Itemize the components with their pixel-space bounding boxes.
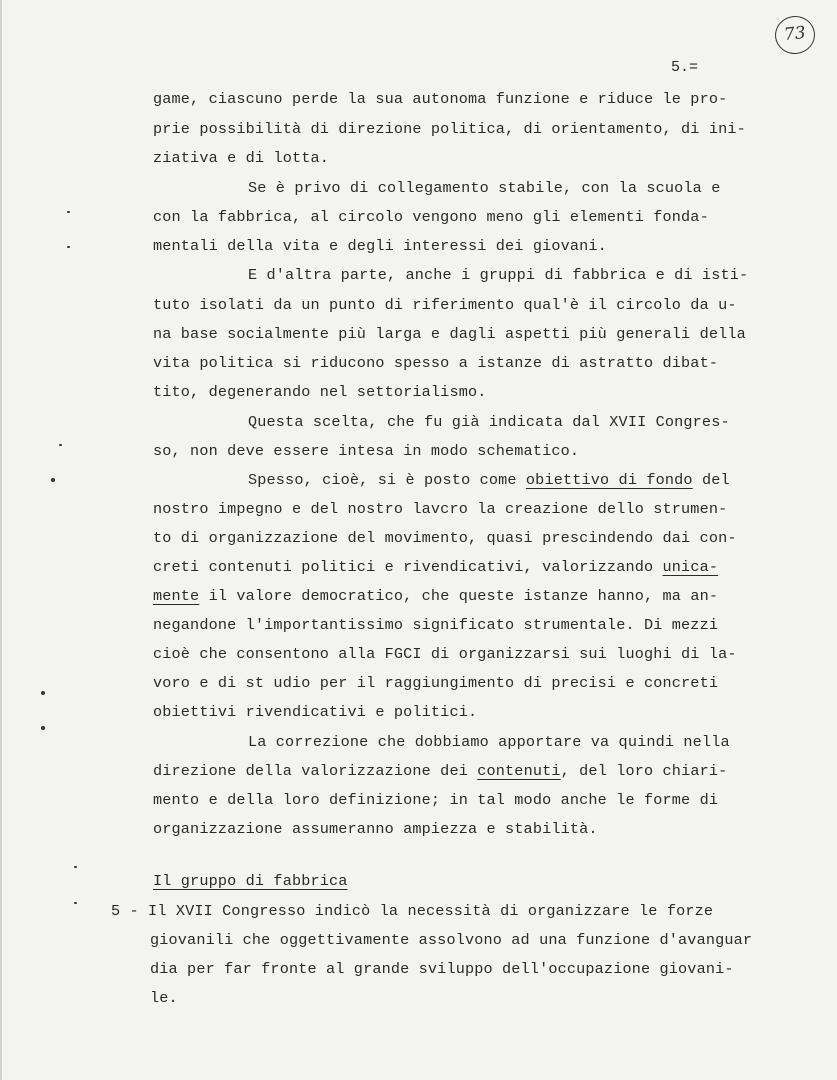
underlined-phrase: contenuti: [477, 762, 561, 780]
text-line: prie possibilità di direzione politica, di orientamento, di ini-: [153, 120, 746, 138]
text-run: creti contenuti politici e rivendicativi, valorizzando: [153, 558, 654, 576]
text-line: negandone l'importantissimo significato strumentale. Di mezzi: [153, 616, 719, 634]
margin-mark: [41, 726, 45, 730]
text-line: ziativa e di lotta.: [153, 149, 330, 167]
text-line: 5 - Il XVII Congresso indicò la necessità di organizzare le forze: [111, 902, 714, 920]
text-line: mento e della loro definizione; in tal modo anche le forme di: [153, 791, 719, 809]
text-line: Questa scelta, che fu già indicata dal XVII Congres-: [248, 413, 730, 431]
margin-mark: [67, 246, 70, 248]
text-line: cioè che consentono alla FGCI di organizzarsi sui luoghi di la-: [153, 645, 737, 663]
text-line: [153, 586, 718, 606]
text-run: Spesso, cioè, si è posto come: [248, 471, 517, 489]
archive-number-stamp: 73: [773, 14, 817, 56]
text-line: [153, 557, 718, 577]
text-run: il valore democratico, che queste istanze hanno, ma an-: [208, 587, 719, 605]
margin-mark: [59, 444, 62, 446]
text-line: organizzazione assumeranno ampiezza e stabilità.: [153, 820, 598, 838]
text-line: con la fabbrica, al circolo vengono meno gli elementi fonda-: [153, 208, 709, 226]
text-line: to di organizzazione del movimento, quasi prescindendo dai con-: [153, 529, 737, 547]
margin-mark: [74, 902, 77, 904]
text-line: giovanili che oggettivamente assolvono ad una funzione d'avanguar: [150, 931, 753, 949]
text-line: nostro impegno e del nostro lavcro la creazione dello strumen-: [153, 500, 728, 518]
text-line: Se è privo di collegamento stabile, con la scuola e: [248, 179, 721, 197]
margin-mark: [67, 211, 70, 213]
section-heading: [153, 871, 348, 891]
text-line: game, ciascuno perde la sua autonoma funzione e riduce le pro-: [153, 90, 728, 108]
margin-mark: [41, 691, 45, 695]
text-line: na base socialmente più larga e dagli aspetti più generali della: [153, 325, 746, 343]
text-line: tuto isolati da un punto di riferimento qual'è il circolo da u-: [153, 296, 737, 314]
underlined-phrase: mente: [153, 587, 200, 605]
text-run: , del loro chiari-: [560, 762, 728, 780]
text-line: mentali della vita e degli interessi dei giovani.: [153, 237, 607, 255]
underlined-phrase: unica-: [662, 558, 719, 576]
text-line: voro e di st udio per il raggiungimento di precisi e concreti: [153, 674, 719, 692]
page-number: 5.=: [671, 59, 699, 76]
text-line: E d'altra parte, anche i gruppi di fabbrica e di isti-: [248, 266, 749, 284]
text-line: [248, 470, 730, 490]
section-heading-text: Il gruppo di fabbrica: [153, 872, 348, 890]
text-line: vita politica si riducono spesso a istanze di astratto dibat-: [153, 354, 719, 372]
text-line: [153, 761, 727, 781]
text-line: La correzione che dobbiamo apportare va quindi nella: [248, 733, 730, 751]
margin-mark: [51, 478, 55, 482]
text-line: obiettivi rivendicativi e politici.: [153, 703, 478, 721]
text-line: so, non deve essere intesa in modo schematico.: [153, 442, 580, 460]
text-line: tito, degenerando nel settorialismo.: [153, 383, 487, 401]
underlined-phrase: obiettivo di fondo: [525, 471, 693, 489]
text-line: le.: [150, 989, 178, 1007]
text-run: del: [701, 471, 730, 489]
text-line: dia per far fronte al grande sviluppo dell'occupazione giovani-: [150, 960, 734, 978]
margin-mark: [74, 866, 77, 868]
text-run: direzione della valorizzazione dei: [153, 762, 468, 780]
